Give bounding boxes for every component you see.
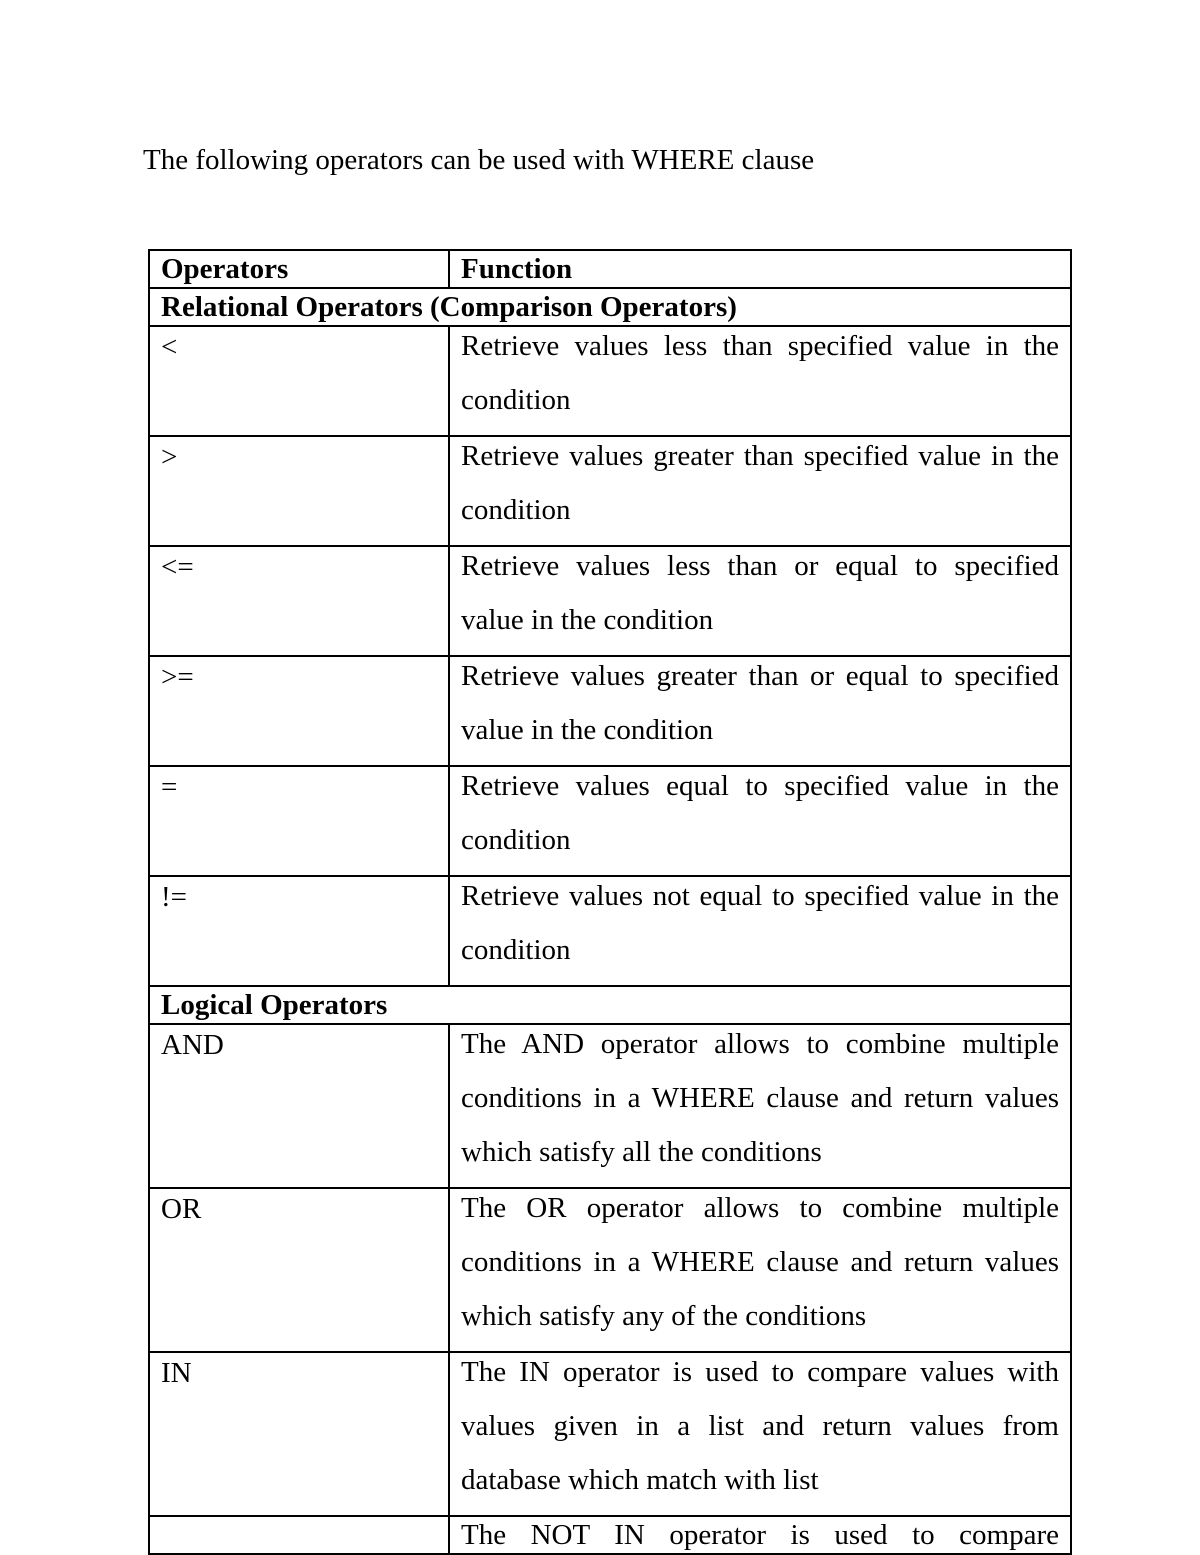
operators-table [148,249,1072,1555]
function-cell: Retrieve values not equal to specified value in the condition [449,868,1071,978]
section-title-logical: Logical Operators [149,986,1071,1024]
table-row [149,546,1071,656]
operator-cell: < [149,326,449,436]
table-header-row [149,250,1071,288]
operator-cell: >= [149,656,449,766]
operator-cell: != [149,876,449,986]
table-row [149,876,1071,986]
table-row [149,326,1071,436]
operator-cell: > [149,436,449,546]
operator-cell: OR [149,1188,449,1352]
function-cell: The OR operator allows to combine multiple conditions in a WHERE clause and return values which satisfy any of the conditions [449,1180,1071,1344]
table-row [149,1516,1071,1554]
operator-cell [149,1516,449,1554]
header-operators: Operators [149,250,449,288]
function-cell: Retrieve values equal to specified value in the condition [449,758,1071,868]
table-row [149,1188,1071,1352]
section-title-relational: Relational Operators (Comparison Operators) [149,288,1071,326]
intro-text: The following operators can be used with WHERE clause [143,144,815,176]
table-row [149,436,1071,546]
function-cell: The IN operator is used to compare values with values given in a list and return values from database which match with list [449,1344,1071,1508]
operator-cell: AND [149,1024,449,1188]
function-cell: Retrieve values less than specified value in the condition [449,318,1071,428]
operator-cell: IN [149,1352,449,1516]
operator-cell: = [149,766,449,876]
table-row [149,1024,1071,1188]
function-cell: The NOT IN operator is used to compare [449,1516,1071,1554]
table-row [149,656,1071,766]
header-function: Function [449,250,1071,288]
operator-cell: <= [149,546,449,656]
function-cell: Retrieve values less than or equal to specified value in the condition [449,538,1071,648]
function-cell: Retrieve values greater than specified value in the condition [449,428,1071,538]
function-cell: Retrieve values greater than or equal to specified value in the condition [449,648,1071,758]
function-cell: The AND operator allows to combine multiple conditions in a WHERE clause and return values which satisfy all the conditions [449,1016,1071,1180]
table-row [149,766,1071,876]
table-row [149,1352,1071,1516]
